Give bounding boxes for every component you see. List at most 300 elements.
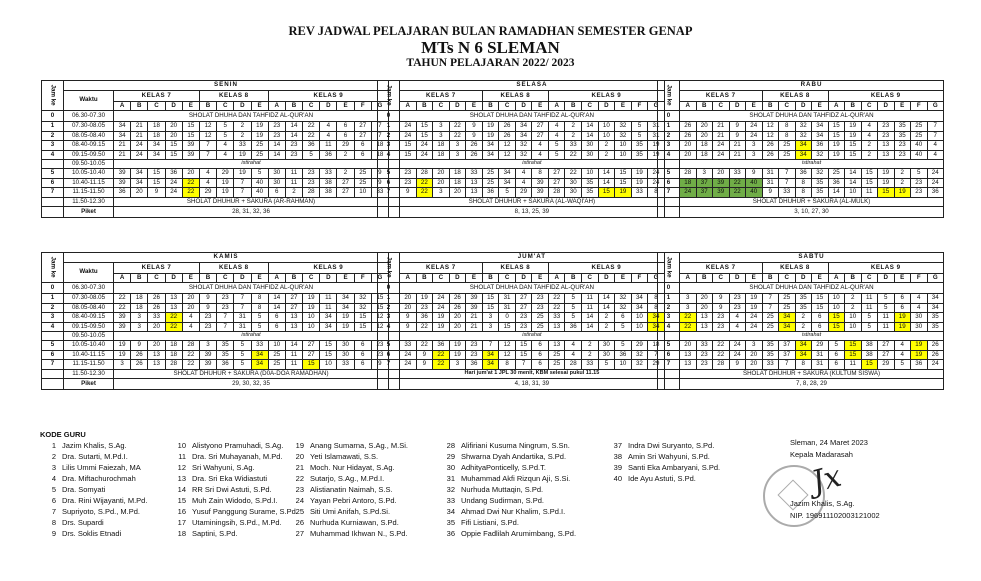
- class-letter: E: [337, 102, 354, 111]
- waktu-header: Waktu: [64, 263, 114, 283]
- teacher-code-cell: 19: [894, 313, 911, 323]
- class-letter: C: [861, 274, 878, 283]
- teacher-code-cell: 10: [598, 131, 615, 141]
- teacher-code-cell: 21: [713, 131, 730, 141]
- teacher-code-cell: 11: [582, 294, 599, 304]
- teacher-code-cell: 5: [217, 131, 234, 141]
- teacher-code-cell: 26: [927, 350, 944, 360]
- class-letter: G: [371, 274, 388, 283]
- teacher-code-cell: 32: [812, 169, 829, 179]
- teacher-code-cell: 7: [779, 360, 796, 370]
- teacher-code-cell: 19: [746, 303, 763, 313]
- teacher-item: [439, 463, 576, 474]
- teacher-code-cell: 2: [845, 303, 862, 313]
- teacher-code-cell: 18: [680, 178, 697, 188]
- teacher-code-cell: 4: [515, 178, 532, 188]
- class-letter: B: [199, 102, 216, 111]
- teacher-code-cell: 19: [337, 313, 354, 323]
- teacher-code-cell: 10: [845, 322, 862, 332]
- class-letter: A: [114, 102, 131, 111]
- break-row: istirahat: [114, 160, 389, 169]
- teacher-code-cell: 25: [482, 178, 499, 188]
- teacher-code-cell: 23: [878, 122, 895, 132]
- teacher-code-cell: 5: [911, 169, 928, 179]
- teacher-code-cell: 12: [371, 322, 388, 332]
- teacher-code-cell: 27: [878, 341, 895, 351]
- teacher-code-cell: 15: [320, 341, 337, 351]
- teacher-code-cell: 20: [182, 303, 199, 313]
- teacher-code-cell: 2: [894, 169, 911, 179]
- teacher-code-cell: 8: [499, 360, 516, 370]
- teacher-code-cell: 2: [845, 294, 862, 304]
- teacher-code-cell: 3: [199, 341, 216, 351]
- class-letter: B: [199, 274, 216, 283]
- teacher-code-cell: 5: [234, 341, 251, 351]
- teacher-code-cell: 19: [416, 294, 433, 304]
- teacher-code-cell: 5: [251, 169, 268, 179]
- teacher-code-cell: 26: [927, 341, 944, 351]
- teacher-code-cell: 3: [680, 294, 697, 304]
- signature-place-date: Sleman, 24 Maret 2023: [790, 438, 868, 447]
- teacher-code: 26: [295, 518, 304, 527]
- teacher-code-cell: 21: [466, 322, 483, 332]
- teacher-code-cell: 15: [861, 360, 878, 370]
- day-name: SELASA: [400, 81, 665, 91]
- teacher-code-cell: 2: [861, 150, 878, 160]
- teacher-code-cell: 22: [433, 360, 450, 370]
- jam-number: 3: [42, 313, 64, 323]
- class-letter: D: [598, 274, 615, 283]
- teacher-code-cell: 15: [148, 178, 165, 188]
- teacher-code-cell: 19: [911, 350, 928, 360]
- teacher-code-cell: 4: [861, 122, 878, 132]
- class-letter: B: [416, 274, 433, 283]
- activity-dhuha: SHOLAT DHUHA DAN TAHFIDZ AL-QUR'AN: [400, 111, 665, 122]
- teacher-code-cell: 3: [433, 131, 450, 141]
- teacher-code-cell: 26: [466, 150, 483, 160]
- teacher-code-cell: 29: [631, 341, 648, 351]
- teacher-code-cell: 18: [165, 341, 182, 351]
- teacher-code-cell: 11: [861, 294, 878, 304]
- class-letter: G: [927, 274, 944, 283]
- teacher-code-cell: 14: [582, 122, 599, 132]
- teacher-code-cell: 23: [400, 169, 417, 179]
- teacher-code-cell: 26: [131, 360, 148, 370]
- activity-dhuha: SHOLAT DHUHA DAN TAHFIDZ AL-QUR'AN: [680, 283, 944, 294]
- teacher-code-cell: 3: [746, 341, 763, 351]
- class-letter: A: [400, 274, 417, 283]
- teacher-code-cell: 10: [268, 341, 285, 351]
- teacher-code-cell: 4: [565, 350, 582, 360]
- blank-cell: [42, 332, 64, 341]
- teacher-code-cell: 5: [234, 360, 251, 370]
- teacher-code-cell: 20: [449, 322, 466, 332]
- class-letter: D: [449, 274, 466, 283]
- teacher-code-cell: 15: [416, 122, 433, 132]
- teacher-code-cell: 15: [371, 294, 388, 304]
- teacher-code-cell: 22: [548, 294, 565, 304]
- teacher-code-cell: 6: [894, 294, 911, 304]
- teacher-code-cell: 4: [911, 303, 928, 313]
- teacher-code-cell: 6: [354, 150, 371, 160]
- teacher-name: Saptini, S.Pd.: [192, 529, 238, 538]
- teacher-code: 4: [51, 474, 56, 483]
- teacher-code-cell: 25: [779, 141, 796, 151]
- class-letter: D: [515, 102, 532, 111]
- teacher-code-cell: 4: [927, 150, 944, 160]
- teacher-code-cell: 24: [131, 150, 148, 160]
- class-letter: G: [927, 102, 944, 111]
- class-letter: D: [729, 102, 746, 111]
- teacher-code-cell: 3: [433, 122, 450, 132]
- teacher-code-cell: 3: [696, 169, 713, 179]
- teacher-code-cell: 40: [911, 150, 928, 160]
- teacher-code-cell: 21: [713, 122, 730, 132]
- teacher-name: Drs. Soklis Etnadi: [62, 529, 122, 538]
- teacher-code-cell: 3: [433, 188, 450, 198]
- teacher-code-cell: 14: [845, 169, 862, 179]
- teacher-name: Anang Sumarna, S.Ag., M.Si.: [310, 441, 408, 450]
- teacher-code: 40: [613, 474, 622, 483]
- class-letter: D: [234, 102, 251, 111]
- teacher-code-cell: 39: [532, 188, 549, 198]
- teacher-code-cell: 13: [165, 294, 182, 304]
- teacher-code-cell: 7: [762, 303, 779, 313]
- teacher-item: [288, 485, 408, 496]
- teacher-code-cell: 15: [812, 303, 829, 313]
- teacher-name: Dra. Sutarti, M.Pd.I.: [62, 452, 128, 461]
- teacher-name: Moch. Nur Hidayat, S.Ag.: [310, 463, 395, 472]
- teacher-code-cell: 4: [548, 122, 565, 132]
- teacher-code-cell: 21: [729, 141, 746, 151]
- teacher-code-cell: 22: [680, 322, 697, 332]
- teacher-code-cell: 36: [320, 150, 337, 160]
- jam-number: 6: [658, 178, 680, 188]
- teacher-code-cell: 22: [565, 150, 582, 160]
- teacher-code-cell: 26: [449, 294, 466, 304]
- blank-cell: [42, 207, 64, 218]
- teacher-item: [439, 474, 576, 485]
- teacher-code-cell: 20: [696, 131, 713, 141]
- teacher-code-cell: 30: [565, 188, 582, 198]
- teacher-code-cell: 24: [648, 178, 665, 188]
- teacher-code-cell: 18: [131, 303, 148, 313]
- jam-number: 1: [658, 122, 680, 132]
- teacher-code-cell: 7: [779, 178, 796, 188]
- teacher-code-cell: 10: [828, 294, 845, 304]
- teacher-code-cell: 7: [234, 294, 251, 304]
- teacher-code-cell: 34: [779, 322, 796, 332]
- teacher-code-cell: 25: [779, 294, 796, 304]
- piket-teachers: 7, 8, 28, 29: [680, 379, 944, 390]
- teacher-code: 15: [177, 496, 186, 505]
- jam-number: 6: [378, 178, 400, 188]
- blank-cell: [658, 369, 680, 379]
- teacher-code: 8: [51, 518, 56, 527]
- teacher-code-cell: 9: [729, 122, 746, 132]
- teacher-code-cell: 31: [499, 303, 516, 313]
- teacher-code-cell: 22: [182, 350, 199, 360]
- teacher-code-cell: 28: [548, 188, 565, 198]
- teacher-code-cell: 31: [812, 360, 829, 370]
- teacher-name: Dra. Sri Eka Widiastuti: [192, 474, 268, 483]
- teacher-name: Sri Wahyuni, S.Ag.: [192, 463, 255, 472]
- class-letter: D: [878, 274, 895, 283]
- teacher-code-cell: 14: [598, 294, 615, 304]
- jam-number: 7: [658, 360, 680, 370]
- teacher-code-cell: 24: [400, 122, 417, 132]
- teacher-code-cell: 20: [182, 294, 199, 304]
- teacher-code: 9: [51, 529, 56, 538]
- blank-cell: [658, 207, 680, 218]
- teacher-code-cell: 33: [400, 341, 417, 351]
- teacher-code-cell: 33: [466, 169, 483, 179]
- teacher-name: RR Sri Dwi Astuti, S.Pd.: [192, 485, 272, 494]
- teacher-code-cell: 20: [696, 294, 713, 304]
- teacher-code: 6: [51, 496, 56, 505]
- class-letter: C: [713, 102, 730, 111]
- teacher-code: 30: [446, 463, 455, 472]
- teacher-item: [439, 496, 576, 507]
- closing-activity: SHOLAT DHUHUR + SAKURA (AL-WAQI'AH): [400, 197, 665, 207]
- teacher-code-cell: 7: [927, 122, 944, 132]
- jam-ke-label: Jam ke: [385, 256, 393, 278]
- teacher-code-cell: 39: [532, 178, 549, 188]
- teacher-code-cell: 14: [268, 150, 285, 160]
- teacher-code-cell: 6: [268, 322, 285, 332]
- teacher-code-cell: 7: [762, 294, 779, 304]
- class-letter: F: [911, 102, 928, 111]
- teacher-item: [288, 474, 408, 485]
- teacher-code-cell: 22: [114, 303, 131, 313]
- teacher-code-cell: 2: [565, 131, 582, 141]
- teacher-code-cell: 18: [131, 294, 148, 304]
- teacher-code-cell: 38: [320, 178, 337, 188]
- teacher-item: [606, 463, 720, 474]
- teacher-code-cell: 2: [565, 122, 582, 132]
- teacher-code-cell: 12: [499, 350, 516, 360]
- teacher-code-cell: 22: [182, 178, 199, 188]
- time-slot: 11.15-11.50: [64, 188, 114, 198]
- teacher-code-cell: 12: [499, 141, 516, 151]
- class-letter: E: [182, 102, 199, 111]
- teacher-item: [288, 452, 408, 463]
- teacher-code-cell: 6: [354, 341, 371, 351]
- piket-teachers: 29, 30, 32, 35: [114, 379, 389, 390]
- teacher-code-cell: 12: [199, 122, 216, 132]
- teacher-code-cell: 19: [845, 122, 862, 132]
- teacher-code-cell: 29: [812, 341, 829, 351]
- teacher-code-cell: 0: [499, 313, 516, 323]
- teacher-item: [40, 441, 147, 452]
- jam-ke-label: Jam ke: [49, 84, 57, 106]
- jam-number: 1: [658, 294, 680, 304]
- jam-number: 1: [42, 122, 64, 132]
- time-slot: 08.05-08.40: [64, 131, 114, 141]
- signature-block: [790, 438, 880, 523]
- teacher-code-cell: 31: [499, 294, 516, 304]
- teacher-code-cell: 36: [114, 188, 131, 198]
- teacher-code-cell: 5: [548, 141, 565, 151]
- teacher-code-cell: 24: [927, 178, 944, 188]
- class-letter: A: [114, 274, 131, 283]
- teacher-code-cell: 7: [217, 322, 234, 332]
- day-schedule-senin: [41, 80, 393, 218]
- teacher-code-cell: 20: [696, 122, 713, 132]
- teacher-code-cell: 19: [337, 322, 354, 332]
- teacher-name: Lilis Ummi Faiezah, MA: [62, 463, 141, 472]
- blank-cell: [658, 197, 680, 207]
- teacher-code-cell: 14: [598, 169, 615, 179]
- class-letter: C: [303, 274, 320, 283]
- teacher-code-cell: 4: [894, 341, 911, 351]
- teacher-code-cell: 24: [746, 122, 763, 132]
- teacher-code-cell: 23: [400, 178, 417, 188]
- teacher-code-cell: 6: [354, 141, 371, 151]
- closing-activity: SHOLAT DHUHUR + SAKURA (AL-MULK): [680, 197, 944, 207]
- teacher-code-cell: 20: [680, 150, 697, 160]
- teacher-code-cell: 26: [148, 303, 165, 313]
- teacher-code-cell: 18: [148, 131, 165, 141]
- teacher-code-cell: 5: [565, 294, 582, 304]
- teacher-code-cell: 2: [337, 169, 354, 179]
- teacher-code-cell: 2: [598, 313, 615, 323]
- teacher-code-cell: 27: [532, 131, 549, 141]
- teacher-code-cell: 9: [148, 188, 165, 198]
- class-letter: E: [532, 102, 549, 111]
- teacher-code-cell: 15: [828, 322, 845, 332]
- teacher-code-cell: 19: [114, 350, 131, 360]
- teacher-code-cell: 4: [861, 131, 878, 141]
- teacher-code-cell: 24: [433, 303, 450, 313]
- teacher-code-cell: 5: [598, 360, 615, 370]
- jam-number: 3: [42, 141, 64, 151]
- class-letter: C: [861, 102, 878, 111]
- kelas8-header: KELAS 8: [199, 91, 268, 102]
- teacher-code-cell: 20: [433, 178, 450, 188]
- teacher-code-cell: 9: [371, 169, 388, 179]
- signature-position: Kepala Madarasah: [790, 450, 853, 459]
- teacher-code-cell: 19: [449, 341, 466, 351]
- teacher-code-cell: 36: [795, 169, 812, 179]
- teacher-code-cell: 15: [845, 150, 862, 160]
- teacher-code-cell: 22: [182, 360, 199, 370]
- teacher-code: 38: [613, 452, 622, 461]
- teacher-code-cell: 26: [762, 150, 779, 160]
- teacher-code-cell: 28: [565, 360, 582, 370]
- teacher-code-cell: 34: [320, 313, 337, 323]
- teacher-code-cell: 30: [911, 313, 928, 323]
- teacher-item: [170, 485, 298, 496]
- teacher-code-cell: 23: [894, 150, 911, 160]
- teacher-code: 7: [51, 507, 56, 516]
- teacher-code-cell: 15: [845, 141, 862, 151]
- teacher-code-cell: 4: [532, 150, 549, 160]
- teacher-code-cell: 27: [337, 188, 354, 198]
- class-letter: A: [268, 274, 285, 283]
- teacher-code-cell: 19: [828, 150, 845, 160]
- teacher-code-cell: 19: [234, 169, 251, 179]
- teacher-code-cell: 28: [303, 188, 320, 198]
- teacher-code-cell: 36: [828, 178, 845, 188]
- teacher-code-cell: 20: [148, 341, 165, 351]
- teacher-code-cell: 27: [548, 169, 565, 179]
- teacher-code-cell: 23: [696, 360, 713, 370]
- teacher-code-cell: 14: [845, 178, 862, 188]
- teacher-code-cell: 24: [927, 360, 944, 370]
- class-letter: B: [416, 102, 433, 111]
- teacher-code-cell: 6: [532, 341, 549, 351]
- teacher-code-cell: 14: [268, 294, 285, 304]
- blank-cell: [378, 369, 400, 379]
- teacher-code-cell: 35: [582, 188, 599, 198]
- teacher-code-cell: 13: [148, 360, 165, 370]
- teacher-code-cell: 25: [762, 322, 779, 332]
- teacher-code-cell: 15: [615, 169, 632, 179]
- teacher-code-cell: 35: [812, 188, 829, 198]
- jam-number: 6: [378, 350, 400, 360]
- teacher-code-cell: 33: [565, 141, 582, 151]
- teacher-code-cell: 14: [285, 131, 302, 141]
- teacher-name: Alistyono Pramuhadi, S.Ag.: [192, 441, 284, 450]
- class-letter: C: [713, 274, 730, 283]
- teacher-code-cell: 25: [268, 350, 285, 360]
- class-letter: A: [828, 274, 845, 283]
- teacher-code-cell: 29: [217, 169, 234, 179]
- teacher-code-cell: 23: [303, 169, 320, 179]
- teacher-item: [439, 452, 576, 463]
- teacher-code-cell: 34: [795, 341, 812, 351]
- class-letter: E: [812, 102, 829, 111]
- teacher-code-cell: 4: [911, 294, 928, 304]
- teacher-code-cell: 4: [532, 141, 549, 151]
- teacher-code-cell: 28: [713, 360, 730, 370]
- teacher-code-cell: 33: [582, 360, 599, 370]
- time-slot: 11.50-12.30: [64, 369, 114, 379]
- teacher-code-cell: 19: [631, 178, 648, 188]
- teacher-code-cell: 34: [779, 313, 796, 323]
- teacher-code-cell: 5: [894, 360, 911, 370]
- teacher-code-cell: 19: [217, 188, 234, 198]
- teacher-code-cell: 27: [354, 122, 371, 132]
- teacher-code-cell: 15: [828, 313, 845, 323]
- teacher-code-cell: 5: [631, 122, 648, 132]
- teacher-code-cell: 34: [795, 141, 812, 151]
- teacher-code-cell: 10: [354, 188, 371, 198]
- piket-label: Piket: [64, 379, 114, 390]
- teacher-code-cell: 36: [217, 360, 234, 370]
- teacher-column: [439, 441, 576, 540]
- jam-number: 4: [658, 150, 680, 160]
- teacher-code-cell: 19: [449, 350, 466, 360]
- teacher-code-cell: 7: [217, 313, 234, 323]
- teacher-code-cell: 18: [371, 150, 388, 160]
- day-schedule-rabu: [657, 80, 944, 218]
- teacher-code-cell: 35: [217, 341, 234, 351]
- teacher-code-cell: 13: [680, 360, 697, 370]
- teacher-code-cell: 7: [234, 178, 251, 188]
- teacher-code-cell: 32: [615, 131, 632, 141]
- teacher-code: 5: [51, 485, 56, 494]
- teacher-code-cell: 5: [548, 150, 565, 160]
- teacher-code-cell: 8: [648, 188, 665, 198]
- teacher-code-cell: 22: [416, 322, 433, 332]
- class-letter: E: [746, 102, 763, 111]
- teacher-code-cell: 23: [466, 350, 483, 360]
- teacher-code-cell: 21: [114, 141, 131, 151]
- teacher-code-cell: 5: [565, 313, 582, 323]
- jam-number: 3: [378, 313, 400, 323]
